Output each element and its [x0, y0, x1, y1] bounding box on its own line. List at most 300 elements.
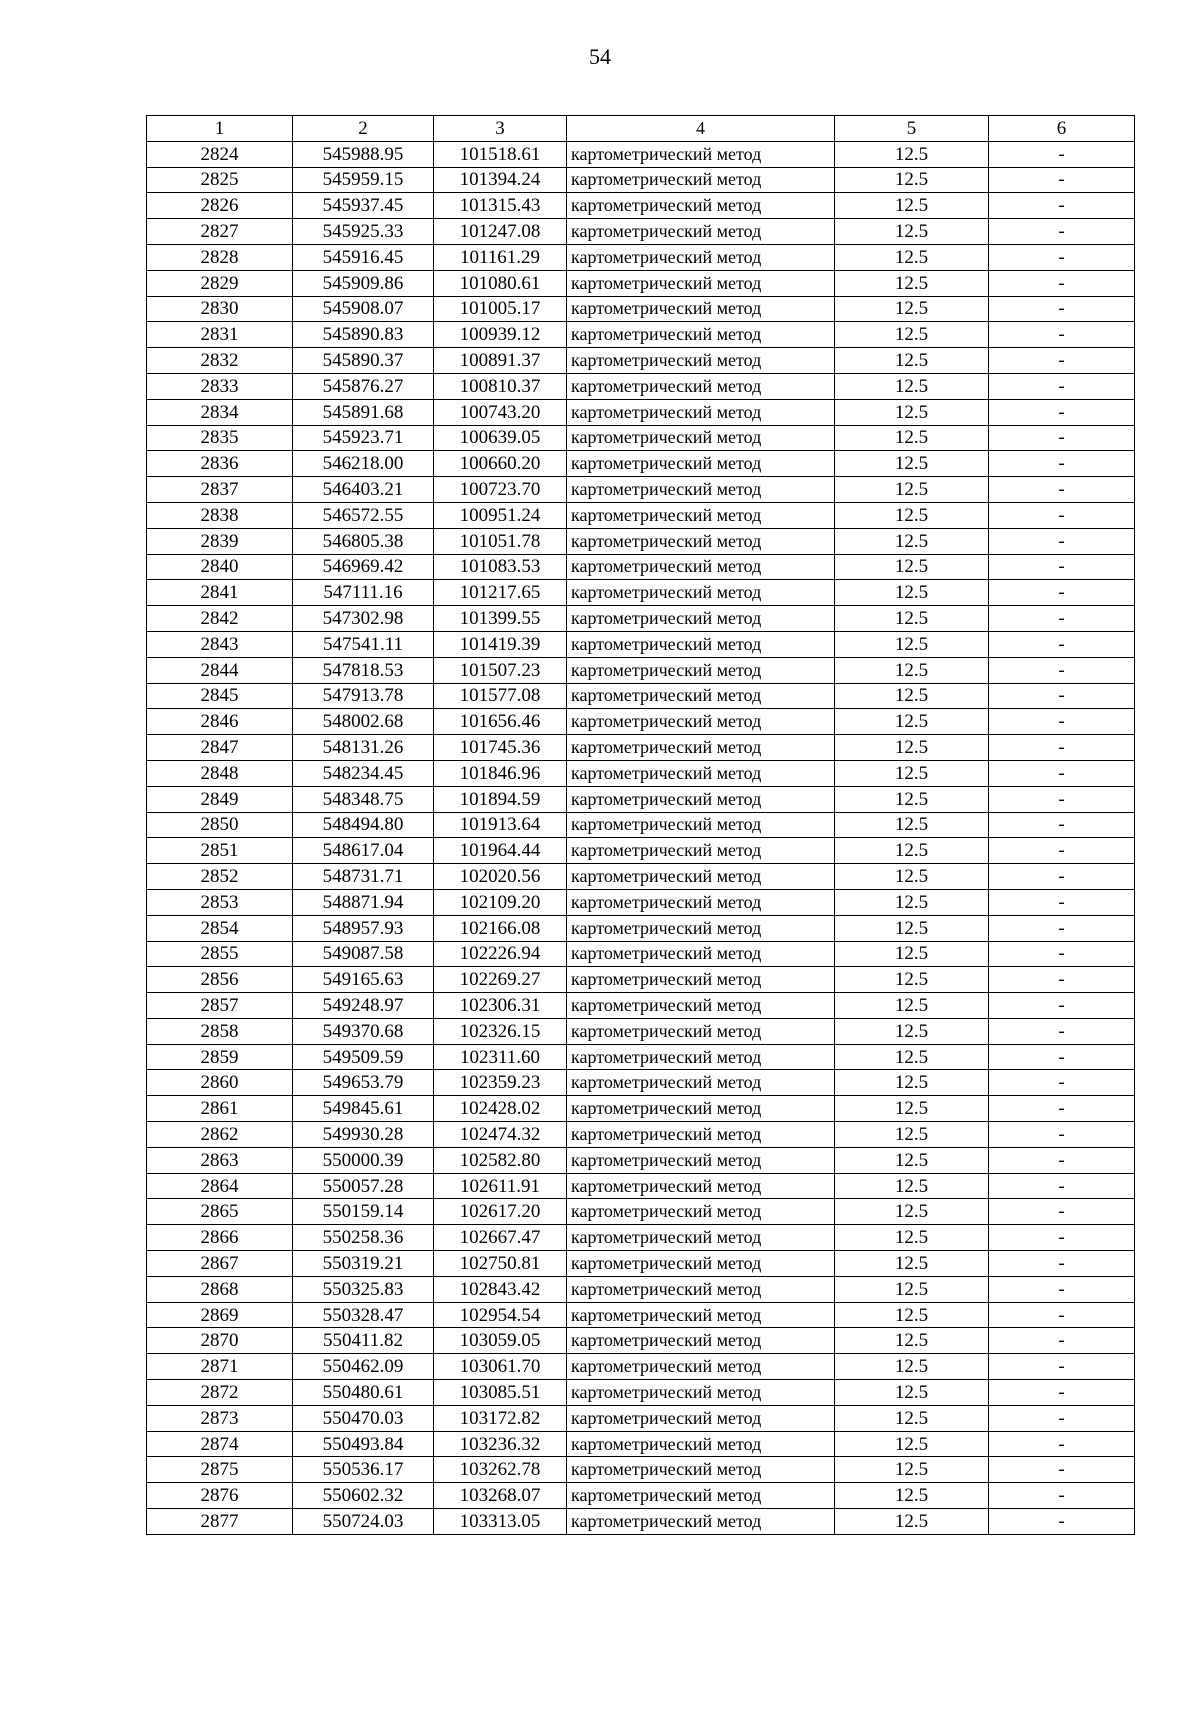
point-number-cell: 2872 — [147, 1380, 293, 1406]
y-coordinate-cell: 101656.46 — [434, 709, 567, 735]
method-cell: картометрический метод — [567, 244, 835, 270]
x-coordinate-cell: 545925.33 — [293, 219, 434, 245]
note-cell: - — [989, 1302, 1135, 1328]
table-row — [147, 477, 1135, 503]
note-cell: - — [989, 941, 1135, 967]
table-row — [147, 219, 1135, 245]
method-cell: картометрический метод — [567, 915, 835, 941]
note-cell: - — [989, 193, 1135, 219]
note-cell: - — [989, 683, 1135, 709]
point-number-cell: 2824 — [147, 141, 293, 167]
method-cell: картометрический метод — [567, 1405, 835, 1431]
x-coordinate-cell: 548494.80 — [293, 812, 434, 838]
table-row — [147, 915, 1135, 941]
accuracy-cell: 12.5 — [835, 1199, 989, 1225]
accuracy-cell: 12.5 — [835, 554, 989, 580]
method-cell: картометрический метод — [567, 1251, 835, 1277]
accuracy-cell: 12.5 — [835, 1251, 989, 1277]
x-coordinate-cell: 546403.21 — [293, 477, 434, 503]
table-row — [147, 1225, 1135, 1251]
table-row — [147, 631, 1135, 657]
table-row — [147, 1044, 1135, 1070]
note-cell: - — [989, 141, 1135, 167]
y-coordinate-cell: 103313.05 — [434, 1509, 567, 1535]
method-cell: картометрический метод — [567, 1044, 835, 1070]
method-cell: картометрический метод — [567, 1457, 835, 1483]
method-cell: картометрический метод — [567, 451, 835, 477]
y-coordinate-cell: 102428.02 — [434, 1096, 567, 1122]
accuracy-cell: 12.5 — [835, 1483, 989, 1509]
table-row — [147, 322, 1135, 348]
y-coordinate-cell: 102582.80 — [434, 1147, 567, 1173]
column-header-1: 1 — [147, 116, 293, 142]
table-row — [147, 1509, 1135, 1535]
y-coordinate-cell: 101846.96 — [434, 760, 567, 786]
x-coordinate-cell: 550470.03 — [293, 1405, 434, 1431]
table-row — [147, 141, 1135, 167]
accuracy-cell: 12.5 — [835, 838, 989, 864]
method-cell: картометрический метод — [567, 477, 835, 503]
note-cell: - — [989, 1354, 1135, 1380]
accuracy-cell: 12.5 — [835, 889, 989, 915]
accuracy-cell: 12.5 — [835, 167, 989, 193]
note-cell: - — [989, 502, 1135, 528]
y-coordinate-cell: 102611.91 — [434, 1173, 567, 1199]
point-number-cell: 2835 — [147, 425, 293, 451]
y-coordinate-cell: 101577.08 — [434, 683, 567, 709]
point-number-cell: 2851 — [147, 838, 293, 864]
note-cell: - — [989, 760, 1135, 786]
method-cell: картометрический метод — [567, 1509, 835, 1535]
point-number-cell: 2854 — [147, 915, 293, 941]
accuracy-cell: 12.5 — [835, 193, 989, 219]
table-row — [147, 244, 1135, 270]
y-coordinate-cell: 103262.78 — [434, 1457, 567, 1483]
y-coordinate-cell: 100891.37 — [434, 348, 567, 374]
y-coordinate-cell: 102326.15 — [434, 1018, 567, 1044]
note-cell: - — [989, 1225, 1135, 1251]
point-number-cell: 2847 — [147, 735, 293, 761]
accuracy-cell: 12.5 — [835, 1122, 989, 1148]
method-cell: картометрический метод — [567, 709, 835, 735]
x-coordinate-cell: 550325.83 — [293, 1276, 434, 1302]
method-cell: картометрический метод — [567, 554, 835, 580]
accuracy-cell: 12.5 — [835, 270, 989, 296]
x-coordinate-cell: 548731.71 — [293, 864, 434, 890]
table-row — [147, 1199, 1135, 1225]
y-coordinate-cell: 101964.44 — [434, 838, 567, 864]
x-coordinate-cell: 545891.68 — [293, 399, 434, 425]
method-cell: картометрический метод — [567, 812, 835, 838]
point-number-cell: 2861 — [147, 1096, 293, 1122]
method-cell: картометрический метод — [567, 1354, 835, 1380]
point-number-cell: 2875 — [147, 1457, 293, 1483]
y-coordinate-cell: 102020.56 — [434, 864, 567, 890]
y-coordinate-cell: 101083.53 — [434, 554, 567, 580]
accuracy-cell: 12.5 — [835, 683, 989, 709]
table-row — [147, 786, 1135, 812]
y-coordinate-cell: 103236.32 — [434, 1431, 567, 1457]
accuracy-cell: 12.5 — [835, 657, 989, 683]
accuracy-cell: 12.5 — [835, 786, 989, 812]
point-number-cell: 2864 — [147, 1173, 293, 1199]
table-row — [147, 554, 1135, 580]
point-number-cell: 2857 — [147, 993, 293, 1019]
x-coordinate-cell: 547541.11 — [293, 631, 434, 657]
table-row — [147, 993, 1135, 1019]
method-cell: картометрический метод — [567, 786, 835, 812]
note-cell: - — [989, 1018, 1135, 1044]
y-coordinate-cell: 102306.31 — [434, 993, 567, 1019]
table-row — [147, 1354, 1135, 1380]
x-coordinate-cell: 547818.53 — [293, 657, 434, 683]
accuracy-cell: 12.5 — [835, 1173, 989, 1199]
point-number-cell: 2870 — [147, 1328, 293, 1354]
accuracy-cell: 12.5 — [835, 1328, 989, 1354]
table-row — [147, 1431, 1135, 1457]
x-coordinate-cell: 550328.47 — [293, 1302, 434, 1328]
note-cell: - — [989, 1147, 1135, 1173]
note-cell: - — [989, 477, 1135, 503]
table-row — [147, 838, 1135, 864]
point-number-cell: 2869 — [147, 1302, 293, 1328]
note-cell: - — [989, 219, 1135, 245]
point-number-cell: 2828 — [147, 244, 293, 270]
y-coordinate-cell: 102311.60 — [434, 1044, 567, 1070]
x-coordinate-cell: 550057.28 — [293, 1173, 434, 1199]
point-number-cell: 2826 — [147, 193, 293, 219]
note-cell: - — [989, 167, 1135, 193]
y-coordinate-cell: 101217.65 — [434, 580, 567, 606]
point-number-cell: 2837 — [147, 477, 293, 503]
method-cell: картометрический метод — [567, 1302, 835, 1328]
point-number-cell: 2830 — [147, 296, 293, 322]
accuracy-cell: 12.5 — [835, 451, 989, 477]
x-coordinate-cell: 549248.97 — [293, 993, 434, 1019]
point-number-cell: 2846 — [147, 709, 293, 735]
point-number-cell: 2874 — [147, 1431, 293, 1457]
method-cell: картометрический метод — [567, 348, 835, 374]
x-coordinate-cell: 550724.03 — [293, 1509, 434, 1535]
point-number-cell: 2832 — [147, 348, 293, 374]
method-cell: картометрический метод — [567, 967, 835, 993]
point-number-cell: 2838 — [147, 502, 293, 528]
point-number-cell: 2866 — [147, 1225, 293, 1251]
y-coordinate-cell: 100939.12 — [434, 322, 567, 348]
x-coordinate-cell: 549509.59 — [293, 1044, 434, 1070]
table-row — [147, 657, 1135, 683]
point-number-cell: 2859 — [147, 1044, 293, 1070]
note-cell: - — [989, 296, 1135, 322]
x-coordinate-cell: 547111.16 — [293, 580, 434, 606]
note-cell: - — [989, 631, 1135, 657]
method-cell: картометрический метод — [567, 193, 835, 219]
y-coordinate-cell: 103172.82 — [434, 1405, 567, 1431]
accuracy-cell: 12.5 — [835, 1044, 989, 1070]
table-row — [147, 1276, 1135, 1302]
note-cell: - — [989, 657, 1135, 683]
accuracy-cell: 12.5 — [835, 1276, 989, 1302]
note-cell: - — [989, 322, 1135, 348]
x-coordinate-cell: 545916.45 — [293, 244, 434, 270]
accuracy-cell: 12.5 — [835, 1509, 989, 1535]
y-coordinate-cell: 102166.08 — [434, 915, 567, 941]
accuracy-cell: 12.5 — [835, 348, 989, 374]
y-coordinate-cell: 101161.29 — [434, 244, 567, 270]
accuracy-cell: 12.5 — [835, 322, 989, 348]
x-coordinate-cell: 549845.61 — [293, 1096, 434, 1122]
x-coordinate-cell: 548002.68 — [293, 709, 434, 735]
x-coordinate-cell: 549165.63 — [293, 967, 434, 993]
x-coordinate-cell: 545908.07 — [293, 296, 434, 322]
x-coordinate-cell: 548131.26 — [293, 735, 434, 761]
note-cell: - — [989, 1173, 1135, 1199]
column-header-2: 2 — [293, 116, 434, 142]
table-row — [147, 709, 1135, 735]
x-coordinate-cell: 550602.32 — [293, 1483, 434, 1509]
accuracy-cell: 12.5 — [835, 864, 989, 890]
point-number-cell: 2849 — [147, 786, 293, 812]
method-cell: картометрический метод — [567, 941, 835, 967]
coordinates-table — [146, 115, 1135, 1535]
y-coordinate-cell: 100951.24 — [434, 502, 567, 528]
point-number-cell: 2873 — [147, 1405, 293, 1431]
method-cell: картометрический метод — [567, 219, 835, 245]
method-cell: картометрический метод — [567, 735, 835, 761]
x-coordinate-cell: 550493.84 — [293, 1431, 434, 1457]
y-coordinate-cell: 102843.42 — [434, 1276, 567, 1302]
y-coordinate-cell: 101894.59 — [434, 786, 567, 812]
note-cell: - — [989, 528, 1135, 554]
table-row — [147, 425, 1135, 451]
accuracy-cell: 12.5 — [835, 219, 989, 245]
accuracy-cell: 12.5 — [835, 967, 989, 993]
method-cell: картометрический метод — [567, 502, 835, 528]
table-row — [147, 270, 1135, 296]
table-row — [147, 1251, 1135, 1277]
note-cell: - — [989, 915, 1135, 941]
x-coordinate-cell: 550462.09 — [293, 1354, 434, 1380]
column-header-4: 4 — [567, 116, 835, 142]
point-number-cell: 2856 — [147, 967, 293, 993]
table-row — [147, 1483, 1135, 1509]
table-row — [147, 1147, 1135, 1173]
point-number-cell: 2841 — [147, 580, 293, 606]
x-coordinate-cell: 550480.61 — [293, 1380, 434, 1406]
method-cell: картометрический метод — [567, 760, 835, 786]
y-coordinate-cell: 102226.94 — [434, 941, 567, 967]
y-coordinate-cell: 101745.36 — [434, 735, 567, 761]
note-cell: - — [989, 838, 1135, 864]
point-number-cell: 2836 — [147, 451, 293, 477]
table-row — [147, 1328, 1135, 1354]
table-row — [147, 1302, 1135, 1328]
point-number-cell: 2863 — [147, 1147, 293, 1173]
accuracy-cell: 12.5 — [835, 1457, 989, 1483]
point-number-cell: 2839 — [147, 528, 293, 554]
x-coordinate-cell: 549370.68 — [293, 1018, 434, 1044]
note-cell: - — [989, 373, 1135, 399]
y-coordinate-cell: 102269.27 — [434, 967, 567, 993]
table-row — [147, 864, 1135, 890]
table-row — [147, 735, 1135, 761]
note-cell: - — [989, 451, 1135, 477]
method-cell: картометрический метод — [567, 528, 835, 554]
method-cell: картометрический метод — [567, 399, 835, 425]
table-row — [147, 167, 1135, 193]
y-coordinate-cell: 102109.20 — [434, 889, 567, 915]
x-coordinate-cell: 547913.78 — [293, 683, 434, 709]
table-row — [147, 1096, 1135, 1122]
accuracy-cell: 12.5 — [835, 1147, 989, 1173]
y-coordinate-cell: 100743.20 — [434, 399, 567, 425]
accuracy-cell: 12.5 — [835, 1354, 989, 1380]
accuracy-cell: 12.5 — [835, 993, 989, 1019]
point-number-cell: 2833 — [147, 373, 293, 399]
point-number-cell: 2862 — [147, 1122, 293, 1148]
method-cell: картометрический метод — [567, 1173, 835, 1199]
x-coordinate-cell: 549930.28 — [293, 1122, 434, 1148]
table-row — [147, 1457, 1135, 1483]
method-cell: картометрический метод — [567, 993, 835, 1019]
point-number-cell: 2831 — [147, 322, 293, 348]
accuracy-cell: 12.5 — [835, 1096, 989, 1122]
table-row — [147, 451, 1135, 477]
x-coordinate-cell: 548871.94 — [293, 889, 434, 915]
x-coordinate-cell: 550319.21 — [293, 1251, 434, 1277]
y-coordinate-cell: 101315.43 — [434, 193, 567, 219]
accuracy-cell: 12.5 — [835, 141, 989, 167]
table-row — [147, 296, 1135, 322]
accuracy-cell: 12.5 — [835, 1431, 989, 1457]
y-coordinate-cell: 101913.64 — [434, 812, 567, 838]
method-cell: картометрический метод — [567, 1070, 835, 1096]
method-cell: картометрический метод — [567, 1147, 835, 1173]
accuracy-cell: 12.5 — [835, 760, 989, 786]
note-cell: - — [989, 993, 1135, 1019]
note-cell: - — [989, 709, 1135, 735]
point-number-cell: 2876 — [147, 1483, 293, 1509]
note-cell: - — [989, 399, 1135, 425]
point-number-cell: 2858 — [147, 1018, 293, 1044]
accuracy-cell: 12.5 — [835, 1405, 989, 1431]
note-cell: - — [989, 1509, 1135, 1535]
method-cell: картометрический метод — [567, 425, 835, 451]
table-row — [147, 1380, 1135, 1406]
y-coordinate-cell: 102750.81 — [434, 1251, 567, 1277]
table-row — [147, 348, 1135, 374]
method-cell: картометрический метод — [567, 1276, 835, 1302]
note-cell: - — [989, 1276, 1135, 1302]
page-number: 54 — [589, 44, 611, 69]
table-row — [147, 528, 1135, 554]
point-number-cell: 2877 — [147, 1509, 293, 1535]
x-coordinate-cell: 546969.42 — [293, 554, 434, 580]
accuracy-cell: 12.5 — [835, 735, 989, 761]
note-cell: - — [989, 1122, 1135, 1148]
accuracy-cell: 12.5 — [835, 812, 989, 838]
x-coordinate-cell: 550258.36 — [293, 1225, 434, 1251]
table-row — [147, 967, 1135, 993]
table-row — [147, 606, 1135, 632]
table-header — [147, 116, 1135, 142]
point-number-cell: 2840 — [147, 554, 293, 580]
method-cell: картометрический метод — [567, 1225, 835, 1251]
method-cell: картометрический метод — [567, 889, 835, 915]
accuracy-cell: 12.5 — [835, 296, 989, 322]
x-coordinate-cell: 548617.04 — [293, 838, 434, 864]
note-cell: - — [989, 1431, 1135, 1457]
point-number-cell: 2843 — [147, 631, 293, 657]
y-coordinate-cell: 103085.51 — [434, 1380, 567, 1406]
note-cell: - — [989, 270, 1135, 296]
method-cell: картометрический метод — [567, 296, 835, 322]
note-cell: - — [989, 1405, 1135, 1431]
note-cell: - — [989, 786, 1135, 812]
method-cell: картометрический метод — [567, 270, 835, 296]
x-coordinate-cell: 545890.37 — [293, 348, 434, 374]
table-row — [147, 373, 1135, 399]
point-number-cell: 2867 — [147, 1251, 293, 1277]
point-number-cell: 2860 — [147, 1070, 293, 1096]
y-coordinate-cell: 100723.70 — [434, 477, 567, 503]
method-cell: картометрический метод — [567, 167, 835, 193]
x-coordinate-cell: 545890.83 — [293, 322, 434, 348]
point-number-cell: 2845 — [147, 683, 293, 709]
method-cell: картометрический метод — [567, 580, 835, 606]
method-cell: картометрический метод — [567, 373, 835, 399]
x-coordinate-cell: 545959.15 — [293, 167, 434, 193]
note-cell: - — [989, 1096, 1135, 1122]
note-cell: - — [989, 244, 1135, 270]
point-number-cell: 2853 — [147, 889, 293, 915]
accuracy-cell: 12.5 — [835, 1225, 989, 1251]
accuracy-cell: 12.5 — [835, 373, 989, 399]
y-coordinate-cell: 100639.05 — [434, 425, 567, 451]
note-cell: - — [989, 735, 1135, 761]
accuracy-cell: 12.5 — [835, 1018, 989, 1044]
note-cell: - — [989, 1483, 1135, 1509]
method-cell: картометрический метод — [567, 683, 835, 709]
table-row — [147, 193, 1135, 219]
accuracy-cell: 12.5 — [835, 941, 989, 967]
x-coordinate-cell: 545988.95 — [293, 141, 434, 167]
accuracy-cell: 12.5 — [835, 528, 989, 554]
method-cell: картометрический метод — [567, 1122, 835, 1148]
y-coordinate-cell: 101394.24 — [434, 167, 567, 193]
x-coordinate-cell: 547302.98 — [293, 606, 434, 632]
table-body — [147, 141, 1135, 1534]
x-coordinate-cell: 550159.14 — [293, 1199, 434, 1225]
table-row — [147, 941, 1135, 967]
note-cell: - — [989, 606, 1135, 632]
y-coordinate-cell: 103059.05 — [434, 1328, 567, 1354]
x-coordinate-cell: 545876.27 — [293, 373, 434, 399]
table-row — [147, 1070, 1135, 1096]
accuracy-cell: 12.5 — [835, 425, 989, 451]
column-header-3: 3 — [434, 116, 567, 142]
note-cell: - — [989, 554, 1135, 580]
x-coordinate-cell: 546805.38 — [293, 528, 434, 554]
point-number-cell: 2825 — [147, 167, 293, 193]
x-coordinate-cell: 545923.71 — [293, 425, 434, 451]
x-coordinate-cell: 550536.17 — [293, 1457, 434, 1483]
note-cell: - — [989, 580, 1135, 606]
y-coordinate-cell: 102359.23 — [434, 1070, 567, 1096]
y-coordinate-cell: 101247.08 — [434, 219, 567, 245]
point-number-cell: 2848 — [147, 760, 293, 786]
point-number-cell: 2829 — [147, 270, 293, 296]
